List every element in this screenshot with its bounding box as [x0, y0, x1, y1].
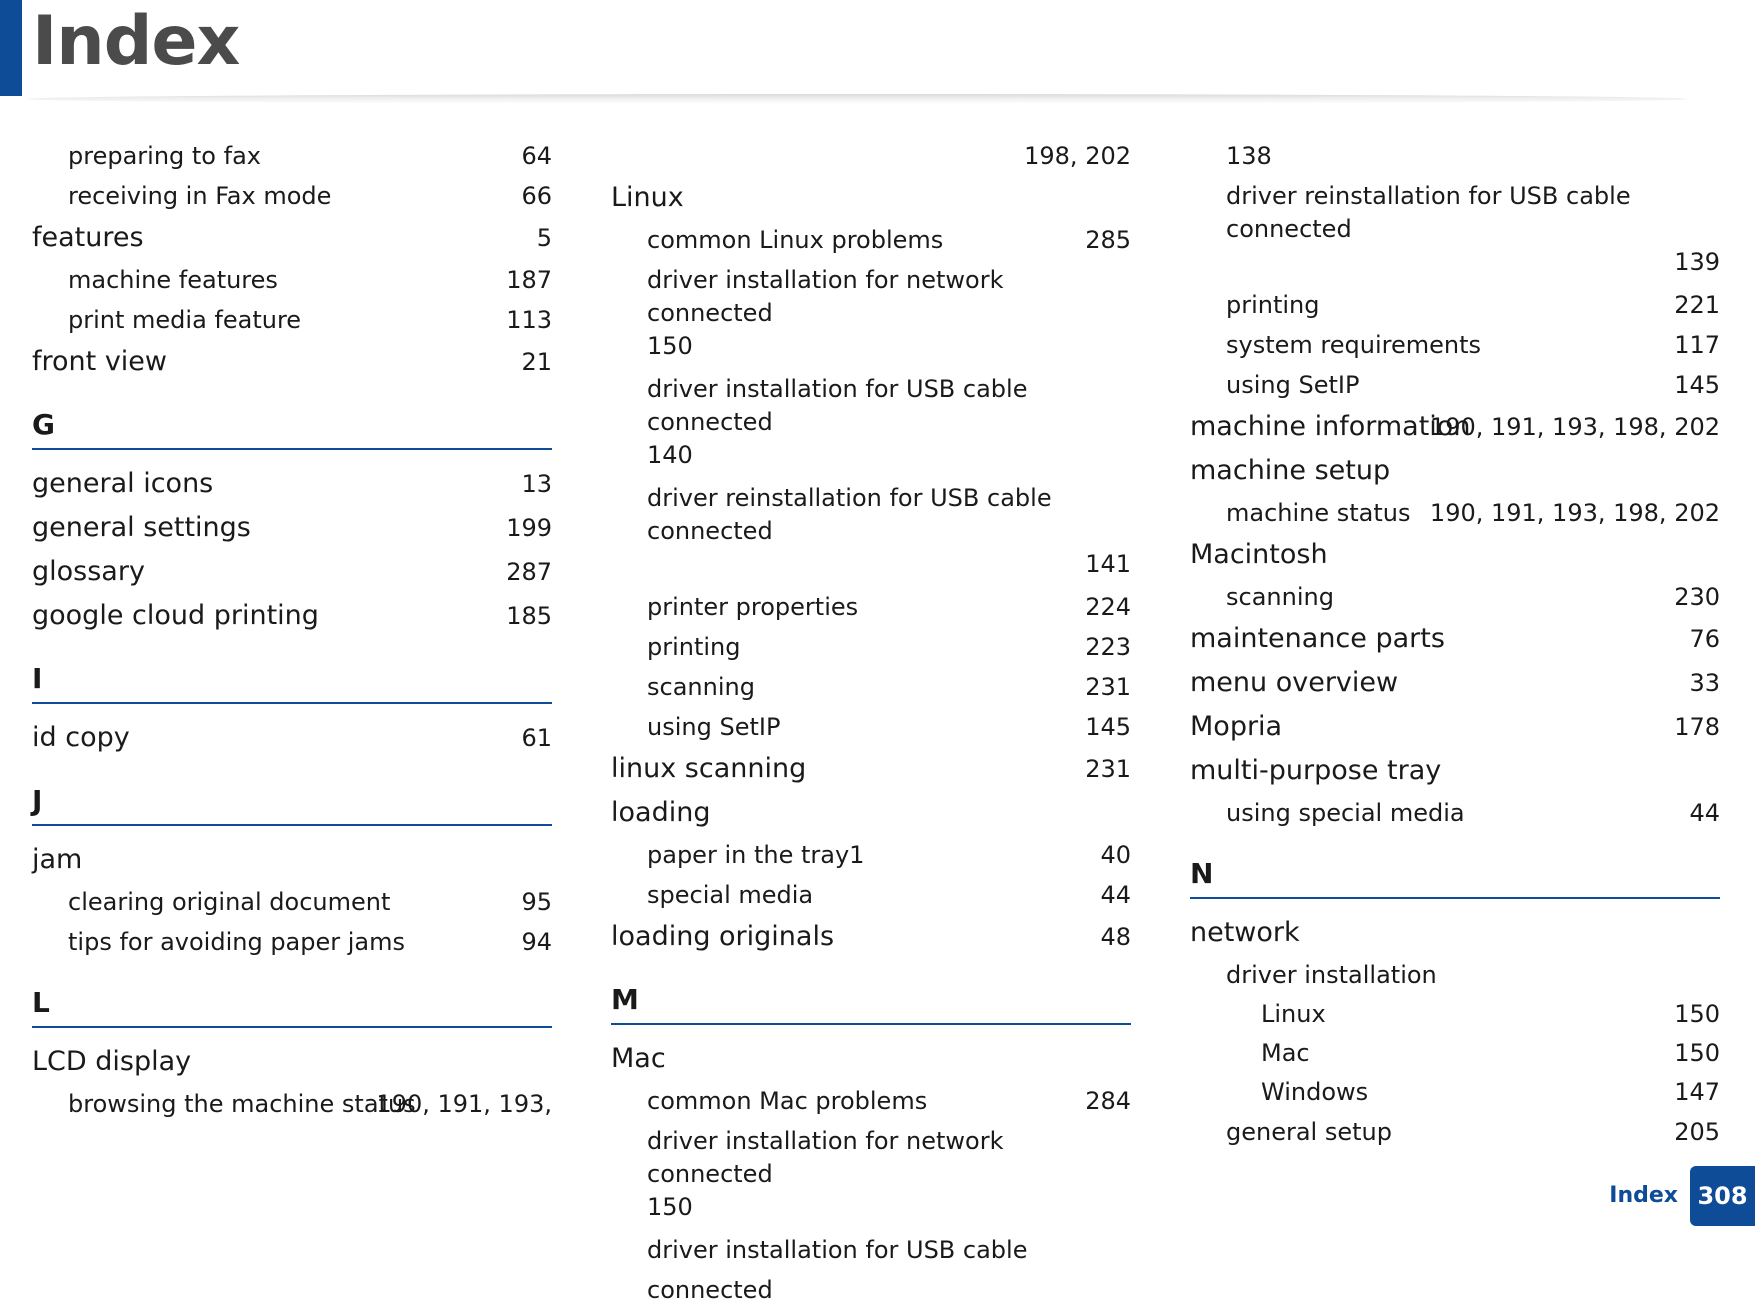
- entry-term: Mopria: [1190, 711, 1283, 742]
- entry-pages[interactable]: 44: [1689, 799, 1720, 827]
- entry-pages[interactable]: 145: [1674, 371, 1720, 399]
- entry-pages[interactable]: 231: [1085, 755, 1131, 783]
- section-letter-i: I: [32, 662, 43, 695]
- entry-term: scanning: [647, 673, 755, 701]
- entry-term: common Linux problems: [647, 226, 944, 254]
- entry-pages[interactable]: 198, 202: [1024, 142, 1131, 170]
- index-entry[interactable]: [611, 1081, 1131, 1121]
- entry-term: linux scanning: [611, 753, 807, 784]
- entry-pages[interactable]: 140: [647, 441, 693, 469]
- entry-pages[interactable]: 64: [521, 142, 552, 170]
- index-entry[interactable]: [32, 1084, 552, 1124]
- entry-term: using SetIP: [1226, 371, 1360, 399]
- index-entry: [611, 791, 1131, 835]
- entry-term: general icons: [32, 468, 214, 499]
- index-entry[interactable]: [32, 550, 552, 594]
- section-rule: [611, 1023, 1131, 1025]
- entry-pages[interactable]: 61: [521, 724, 552, 752]
- footer-section-label: Index: [1609, 1183, 1678, 1208]
- entry-term: print media feature: [68, 306, 302, 334]
- entry-pages[interactable]: 139: [1674, 248, 1720, 276]
- entry-pages[interactable]: 95: [521, 888, 552, 916]
- entry-term: printing: [647, 633, 741, 661]
- entry-term: preparing to fax: [68, 142, 261, 170]
- index-entry: [1190, 533, 1720, 577]
- index-entry[interactable]: [32, 260, 552, 300]
- entry-pages[interactable]: 145: [1085, 713, 1131, 741]
- index-entry[interactable]: [1190, 617, 1720, 661]
- index-entry: [32, 1040, 552, 1084]
- index-column-1: [32, 136, 552, 1124]
- entry-term: tips for avoiding paper jams: [68, 928, 406, 956]
- entry-pages[interactable]: 44: [1100, 881, 1131, 909]
- entry-pages[interactable]: 141: [1085, 550, 1131, 578]
- entry-term: machine setup: [1190, 455, 1391, 486]
- index-entry[interactable]: [611, 587, 1131, 627]
- entry-term: common Mac problems: [647, 1087, 928, 1115]
- entry-term: Mac: [611, 1043, 666, 1074]
- entry-pages[interactable]: 113: [506, 306, 552, 334]
- index-entry: [611, 1230, 1131, 1304]
- index-entry[interactable]: [611, 707, 1131, 747]
- entry-term: Linux: [1261, 1000, 1326, 1028]
- section-letter-j: J: [32, 784, 43, 817]
- entry-pages[interactable]: 224: [1085, 593, 1131, 621]
- index-entry[interactable]: [1190, 493, 1720, 533]
- entry-term: machine status: [1226, 499, 1411, 527]
- entry-term: general setup: [1226, 1118, 1392, 1146]
- index-entry[interactable]: [32, 716, 552, 760]
- page-number: 308: [1690, 1166, 1755, 1226]
- index-entry[interactable]: [1190, 577, 1720, 617]
- entry-pages[interactable]: 5: [536, 224, 552, 252]
- entry-term: loading: [611, 797, 711, 828]
- entry-pages[interactable]: 199: [506, 514, 552, 542]
- index-entry[interactable]: [32, 594, 552, 638]
- entry-pages[interactable]: 231: [1085, 673, 1131, 701]
- section-rule: [32, 824, 552, 826]
- section-rule: [32, 702, 552, 704]
- index-entry-continued[interactable]: [611, 136, 1131, 176]
- index-entry[interactable]: [32, 300, 552, 340]
- entry-pages[interactable]: 178: [1674, 713, 1720, 741]
- entry-term: driver installation for network connected: [647, 1127, 1004, 1188]
- entry-pages[interactable]: 205: [1674, 1118, 1720, 1146]
- entry-term: using special media: [1226, 799, 1465, 827]
- entry-term: machine information: [1190, 411, 1471, 442]
- entry-term: Linux: [611, 182, 684, 213]
- index-entry: [32, 838, 552, 882]
- entry-term: driver installation for network connected: [647, 266, 1004, 327]
- entry-term: jam: [32, 844, 83, 875]
- entry-pages[interactable]: 13: [521, 470, 552, 498]
- entry-pages[interactable]: 190, 191, 193, 198, 202: [1429, 413, 1720, 441]
- entry-pages[interactable]: 150: [647, 1193, 693, 1221]
- entry-pages[interactable]: 190, 191, 193,: [376, 1090, 552, 1118]
- entry-term: special media: [647, 881, 814, 909]
- entry-term: network: [1190, 917, 1300, 948]
- index-entry[interactable]: [1190, 1034, 1720, 1073]
- entry-term: driver reinstallation for USB cable connected: [1226, 182, 1631, 243]
- entry-pages[interactable]: 221: [1674, 291, 1720, 319]
- index-entry-continued[interactable]: [1190, 136, 1720, 176]
- section-rule: [32, 448, 552, 450]
- index-entry[interactable]: [32, 922, 552, 962]
- entry-term: scanning: [1226, 583, 1334, 611]
- entry-term: system requirements: [1226, 331, 1481, 359]
- index-entry[interactable]: [611, 260, 1131, 369]
- entry-term: general settings: [32, 512, 251, 543]
- entry-pages[interactable]: 147: [1674, 1078, 1720, 1106]
- entry-term: using SetIP: [647, 713, 781, 741]
- index-entry[interactable]: [32, 176, 552, 216]
- entry-pages[interactable]: 33: [1689, 669, 1720, 697]
- entry-pages[interactable]: 150: [1674, 1039, 1720, 1067]
- index-entry[interactable]: [611, 667, 1131, 707]
- entry-term: machine features: [68, 266, 278, 294]
- entry-pages[interactable]: 117: [1674, 331, 1720, 359]
- entry-term: receiving in Fax mode: [68, 182, 332, 210]
- index-entry[interactable]: [32, 882, 552, 922]
- index-entry: [611, 176, 1131, 220]
- entry-pages[interactable]: 223: [1085, 633, 1131, 661]
- entry-pages[interactable]: 76: [1689, 625, 1720, 653]
- index-entry[interactable]: [611, 835, 1131, 875]
- index-entry[interactable]: [1190, 995, 1720, 1034]
- entry-term: Windows: [1261, 1078, 1369, 1106]
- index-entry[interactable]: [611, 1121, 1131, 1230]
- page-title: Index: [32, 2, 240, 81]
- index-column-2: [611, 136, 1131, 1304]
- index-entry[interactable]: [611, 369, 1131, 478]
- index-entry[interactable]: [32, 506, 552, 550]
- section-letter-n: N: [1190, 857, 1214, 890]
- entry-term: maintenance parts: [1190, 623, 1445, 654]
- index-entry[interactable]: [1190, 705, 1720, 749]
- entry-pages[interactable]: 284: [1085, 1087, 1131, 1115]
- entry-pages[interactable]: 287: [506, 558, 552, 586]
- index-entry: [1190, 955, 1720, 995]
- entry-pages[interactable]: 150: [647, 332, 693, 360]
- index-entry[interactable]: [611, 478, 1131, 587]
- index-entry: [1190, 749, 1720, 793]
- index-entry[interactable]: [1190, 661, 1720, 705]
- entry-pages[interactable]: 138: [1226, 142, 1272, 170]
- index-entry[interactable]: [611, 627, 1131, 667]
- index-entry[interactable]: [611, 747, 1131, 791]
- entry-term: driver installation for USB cable connected: [647, 1236, 1028, 1304]
- index-entry[interactable]: [1190, 325, 1720, 365]
- title-accent-bar: [0, 0, 22, 96]
- index-entry[interactable]: [1190, 1112, 1720, 1152]
- entry-term: paper in the tray1: [647, 841, 865, 869]
- index-entry[interactable]: [32, 462, 552, 506]
- entry-pages[interactable]: 21: [521, 348, 552, 376]
- entry-pages[interactable]: 190, 191, 193, 198, 202: [1429, 499, 1720, 527]
- section-letter-g: G: [32, 408, 55, 441]
- section-letter-l: L: [32, 986, 50, 1019]
- entry-term: google cloud printing: [32, 600, 319, 631]
- entry-pages[interactable]: 150: [1674, 1000, 1720, 1028]
- entry-term: LCD display: [32, 1046, 192, 1077]
- entry-pages[interactable]: 66: [521, 182, 552, 210]
- entry-term: printing: [1226, 291, 1320, 319]
- index-column-3: [1190, 136, 1720, 1152]
- section-letter-m: M: [611, 983, 639, 1016]
- index-entry[interactable]: [32, 216, 552, 260]
- index-entry[interactable]: [611, 220, 1131, 260]
- entry-term: browsing the machine status: [68, 1090, 416, 1118]
- entry-term: Mac: [1261, 1039, 1310, 1067]
- entry-pages[interactable]: 94: [521, 928, 552, 956]
- entry-term: Macintosh: [1190, 539, 1328, 570]
- entry-pages[interactable]: 48: [1100, 923, 1131, 951]
- section-rule: [32, 1026, 552, 1028]
- index-entry[interactable]: [1190, 1073, 1720, 1112]
- entry-term: features: [32, 222, 144, 253]
- entry-term: driver installation: [1226, 961, 1437, 989]
- entry-term: printer properties: [647, 593, 859, 621]
- index-entry[interactable]: [611, 875, 1131, 915]
- index-entry[interactable]: [32, 136, 552, 176]
- entry-pages[interactable]: 230: [1674, 583, 1720, 611]
- entry-term: multi-purpose tray: [1190, 755, 1442, 786]
- entry-pages[interactable]: 185: [506, 602, 552, 630]
- index-entry[interactable]: [1190, 176, 1720, 285]
- index-entry[interactable]: [1190, 793, 1720, 833]
- index-entry[interactable]: [1190, 285, 1720, 325]
- index-entry: [1190, 449, 1720, 493]
- entry-pages[interactable]: 285: [1085, 226, 1131, 254]
- entry-term: menu overview: [1190, 667, 1399, 698]
- entry-term: driver installation for USB cable connected: [647, 375, 1028, 436]
- entry-pages[interactable]: 187: [506, 266, 552, 294]
- entry-term: loading originals: [611, 921, 835, 952]
- entry-term: clearing original document: [68, 888, 391, 916]
- index-entry: [611, 1037, 1131, 1081]
- title-divider: [28, 94, 1688, 104]
- index-entry[interactable]: [32, 340, 552, 384]
- index-entry: [1190, 911, 1720, 955]
- entry-term: glossary: [32, 556, 145, 587]
- entry-term: id copy: [32, 722, 130, 753]
- entry-term: front view: [32, 346, 167, 377]
- entry-pages[interactable]: 40: [1100, 841, 1131, 869]
- index-entry[interactable]: [611, 915, 1131, 959]
- index-entry[interactable]: [1190, 405, 1720, 449]
- index-entry[interactable]: [1190, 365, 1720, 405]
- section-rule: [1190, 897, 1720, 899]
- entry-term: driver reinstallation for USB cable connected: [647, 484, 1052, 545]
